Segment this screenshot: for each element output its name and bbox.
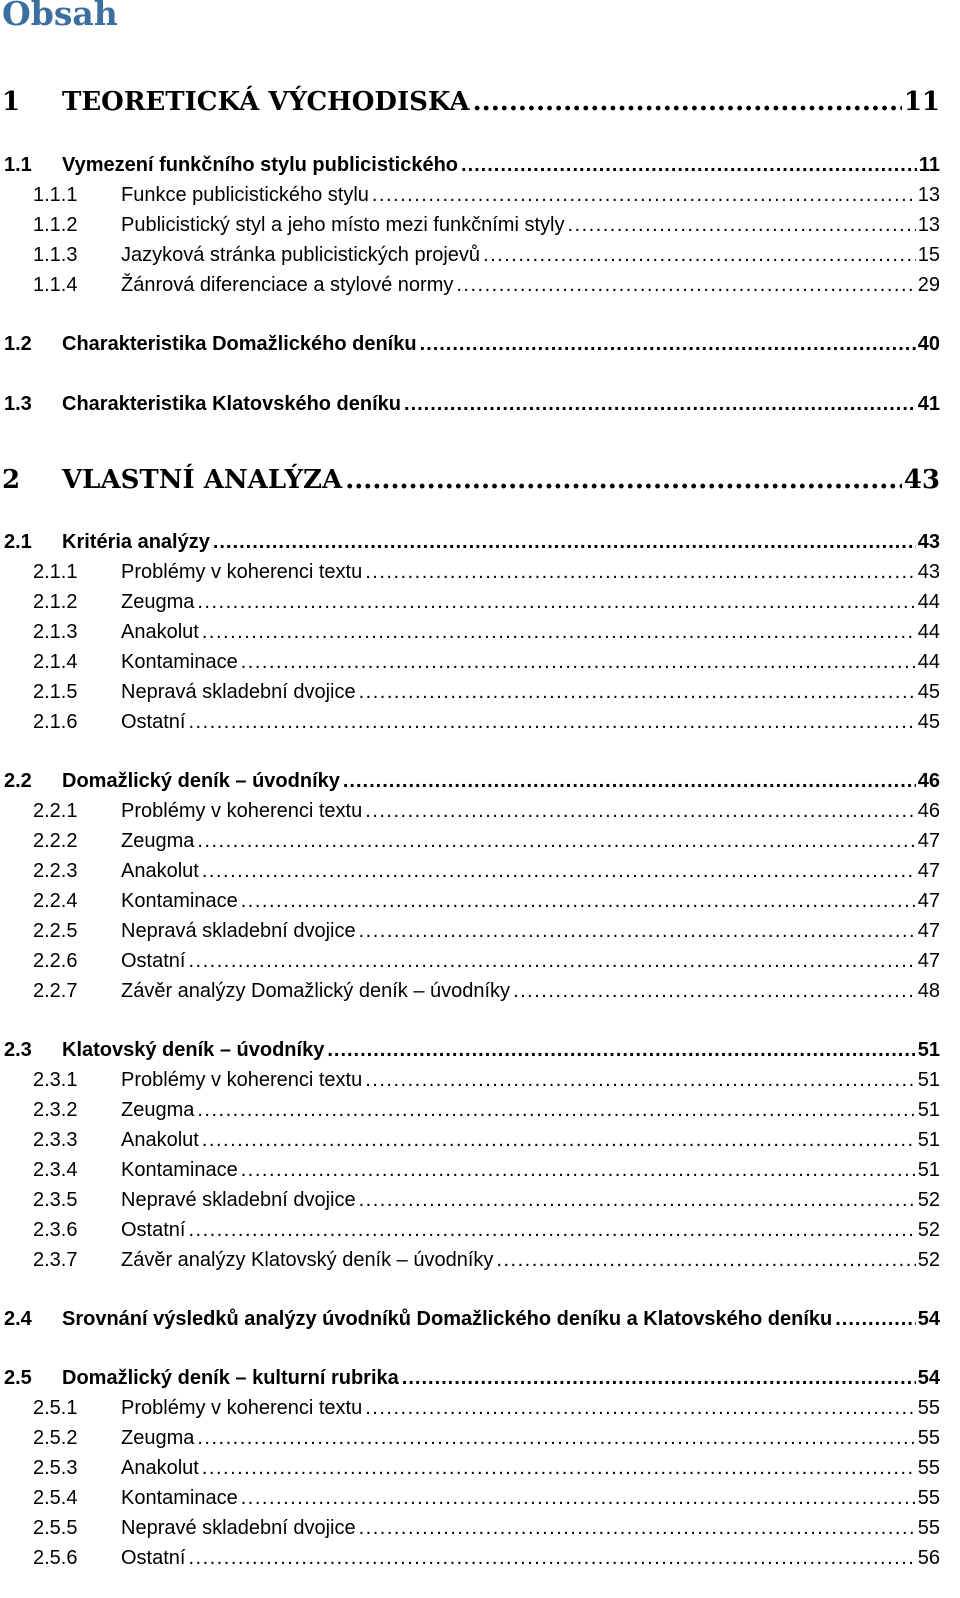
toc-entry-page-number: 13 xyxy=(917,184,940,206)
toc-entry[interactable] xyxy=(0,1245,940,1275)
toc-entry-page-number: 54 xyxy=(917,1308,940,1330)
toc-entry[interactable] xyxy=(0,329,940,359)
toc-entry-number: 1.1.2 xyxy=(33,214,78,236)
toc-dot-leader xyxy=(365,796,916,826)
toc-entry[interactable] xyxy=(0,389,940,419)
toc-entry-number: 2.3.3 xyxy=(33,1129,78,1151)
toc-dot-leader xyxy=(327,1035,915,1065)
toc-entry-title: Zeugma xyxy=(121,1099,195,1121)
toc-entry-title: Závěr analýzy Domažlický deník – úvodníky xyxy=(121,980,511,1002)
toc-entry-title: Charakteristika Klatovského deníku xyxy=(62,393,402,415)
toc-entry[interactable] xyxy=(0,150,940,180)
toc-entry-number: 2.2.1 xyxy=(33,800,78,822)
toc-entry-number: 2.1.2 xyxy=(33,591,78,613)
toc-entry-number: 2.5 xyxy=(4,1367,32,1389)
toc-entry-page-number: 43 xyxy=(917,531,940,553)
toc-entry-page-number: 52 xyxy=(917,1189,940,1211)
toc-dot-leader xyxy=(461,150,917,180)
toc-entry-title: Kritéria analýzy xyxy=(62,531,210,553)
toc-dot-leader xyxy=(197,1423,915,1453)
toc-dot-leader xyxy=(359,916,916,946)
toc-entry-number: 2.3.5 xyxy=(33,1189,78,1211)
toc-entry-number: 1.2 xyxy=(4,333,32,355)
toc-entry-page-number: 55 xyxy=(917,1427,940,1449)
toc-entry-number: 2.3.1 xyxy=(33,1069,78,1091)
toc-entry-number: 2.5.6 xyxy=(33,1547,78,1569)
toc-entry-page-number: 11 xyxy=(918,154,940,176)
toc-dot-leader xyxy=(241,647,916,677)
toc-dot-leader xyxy=(456,270,915,300)
toc-entry-title: Zeugma xyxy=(121,830,195,852)
toc-entry-number: 2.2 xyxy=(4,770,32,792)
toc-entry-page-number: 55 xyxy=(917,1397,940,1419)
toc-entry-number: 2.2.6 xyxy=(33,950,78,972)
toc-entry-page-number: 51 xyxy=(917,1159,940,1181)
toc-entry[interactable] xyxy=(0,677,940,707)
toc-entry[interactable] xyxy=(0,1304,940,1334)
toc-entry-page-number: 56 xyxy=(917,1547,940,1569)
toc-dot-leader xyxy=(202,617,916,647)
toc-dot-leader xyxy=(241,1155,916,1185)
toc-entry-title: Charakteristika Domažlického deníku xyxy=(62,333,417,355)
toc-entry[interactable] xyxy=(0,856,940,886)
toc-entry-title: Závěr analýzy Klatovský deník – úvodníky xyxy=(121,1249,494,1271)
toc-entry-number: 2.2.4 xyxy=(33,890,78,912)
toc-entry-number: 2.2.5 xyxy=(33,920,78,942)
toc-entry[interactable] xyxy=(0,976,940,1006)
toc-dot-leader xyxy=(188,946,915,976)
toc-entry-number: 2.3.2 xyxy=(33,1099,78,1121)
toc-entry-page-number: 45 xyxy=(917,681,940,703)
toc-entry[interactable] xyxy=(0,1095,940,1125)
toc-entry-title: Publicistický styl a jeho místo mezi funkčními styly xyxy=(121,214,565,236)
toc-entry-page-number: 55 xyxy=(917,1517,940,1539)
toc-entry-page-number: 46 xyxy=(917,770,940,792)
toc-entry[interactable] xyxy=(0,886,940,916)
toc-entry-page-number: 29 xyxy=(917,274,940,296)
toc-entry-number: 2.5.1 xyxy=(33,1397,78,1419)
toc-entry-number: 2.3.4 xyxy=(33,1159,78,1181)
toc-entry-title: Anakolut xyxy=(121,1129,199,1151)
toc-entry-page-number: 47 xyxy=(917,920,940,942)
toc-entry-number: 2.1.3 xyxy=(33,621,78,643)
toc-entry[interactable] xyxy=(0,1125,940,1155)
toc-entry-number: 2.4 xyxy=(4,1308,32,1330)
toc-entry-page-number: 11 xyxy=(903,87,940,117)
toc-entry[interactable] xyxy=(0,527,940,557)
toc-entry-title: Kontaminace xyxy=(121,1487,238,1509)
page-title: Obsah xyxy=(2,0,118,33)
toc-entry-number: 2.1 xyxy=(4,531,32,553)
toc-entry-title: Ostatní xyxy=(121,1547,186,1569)
toc-dot-leader xyxy=(473,83,902,121)
toc-entry[interactable] xyxy=(0,1393,940,1423)
toc-entry-page-number: 43 xyxy=(903,465,940,495)
toc-entry-page-number: 13 xyxy=(917,214,940,236)
toc-dot-leader xyxy=(197,1095,915,1125)
toc-entry-title: Domažlický deník – kulturní rubrika xyxy=(62,1367,399,1389)
toc-entry[interactable] xyxy=(0,240,940,270)
toc-dot-leader xyxy=(213,527,916,557)
toc-dot-leader xyxy=(496,1245,915,1275)
toc-dot-leader xyxy=(513,976,916,1006)
toc-entry[interactable] xyxy=(0,210,940,240)
toc-entry-title: Vymezení funkčního stylu publicistického xyxy=(62,154,459,176)
toc-entry-page-number: 51 xyxy=(917,1129,940,1151)
toc-entry[interactable] xyxy=(0,1035,940,1065)
toc-entry-page-number: 51 xyxy=(917,1069,940,1091)
toc-entry-title: Domažlický deník – úvodníky xyxy=(62,770,340,792)
toc-entry-page-number: 41 xyxy=(917,393,940,415)
toc-entry[interactable] xyxy=(0,1185,940,1215)
toc-entry[interactable] xyxy=(0,587,940,617)
toc-entry-title: Problémy v koherenci textu xyxy=(121,561,363,583)
toc-entry-page-number: 46 xyxy=(917,800,940,822)
toc-entry[interactable] xyxy=(0,1215,940,1245)
toc-entry[interactable] xyxy=(0,1363,940,1393)
toc-entry-page-number: 55 xyxy=(917,1457,940,1479)
toc-dot-leader xyxy=(365,1393,916,1423)
toc-entry-number: 2.3 xyxy=(4,1039,32,1061)
toc-entry-title: Nepravé skladební dvojice xyxy=(121,1189,356,1211)
toc-entry-page-number: 52 xyxy=(917,1219,940,1241)
toc-dot-leader xyxy=(188,1543,915,1573)
toc-entry-title: Kontaminace xyxy=(121,1159,238,1181)
toc-entry[interactable] xyxy=(0,461,940,499)
toc-dot-leader xyxy=(202,856,916,886)
toc-entry-title: Žánrová diferenciace a stylové normy xyxy=(121,274,454,296)
toc-entry-title: Jazyková stránka publicistických projevů xyxy=(121,244,481,266)
toc-entry-number: 2.5.3 xyxy=(33,1457,78,1479)
toc-dot-leader xyxy=(420,329,916,359)
toc-entry-title: Nepravé skladební dvojice xyxy=(121,1517,356,1539)
toc-dot-leader xyxy=(359,677,916,707)
toc-entry[interactable] xyxy=(0,707,940,737)
toc-entry[interactable] xyxy=(0,557,940,587)
toc-dot-leader xyxy=(567,210,915,240)
toc-entry-title: Ostatní xyxy=(121,1219,186,1241)
toc-entry-title: TEORETICKÁ VÝCHODISKA xyxy=(62,87,470,117)
toc-entry[interactable] xyxy=(0,1543,940,1573)
toc-entry-page-number: 44 xyxy=(917,591,940,613)
toc-entry-title: Zeugma xyxy=(121,591,195,613)
toc-entry-title: VLASTNÍ ANALÝZA xyxy=(62,465,343,495)
toc-entry-title: Ostatní xyxy=(121,950,186,972)
toc-dot-leader xyxy=(402,1363,916,1393)
toc-entry-number: 1.1.4 xyxy=(33,274,78,296)
toc-entry[interactable] xyxy=(0,1423,940,1453)
toc-entry-title: Anakolut xyxy=(121,860,199,882)
toc-entry-page-number: 40 xyxy=(917,333,940,355)
toc-entry-page-number: 45 xyxy=(917,711,940,733)
toc-dot-leader xyxy=(835,1304,916,1334)
toc-entry[interactable] xyxy=(0,1065,940,1095)
toc-dot-leader xyxy=(202,1125,916,1155)
toc-entry-page-number: 48 xyxy=(917,980,940,1002)
toc-entry-page-number: 47 xyxy=(917,830,940,852)
toc-entry[interactable] xyxy=(0,916,940,946)
toc-entry-title: Anakolut xyxy=(121,1457,199,1479)
toc-entry-number: 2.3.7 xyxy=(33,1249,78,1271)
toc-entry[interactable] xyxy=(0,647,940,677)
toc-entry-number: 2.1.4 xyxy=(33,651,78,673)
toc-entry-title: Zeugma xyxy=(121,1427,195,1449)
toc-entry-number: 1.1.1 xyxy=(33,184,78,206)
toc-entry-title: Ostatní xyxy=(121,711,186,733)
toc-entry[interactable] xyxy=(0,1513,940,1543)
toc-dot-leader xyxy=(359,1185,916,1215)
toc-dot-leader xyxy=(365,1065,916,1095)
toc-dot-leader xyxy=(343,766,916,796)
toc-entry-page-number: 55 xyxy=(917,1487,940,1509)
toc-entry-title: Kontaminace xyxy=(121,890,238,912)
toc-entry-page-number: 52 xyxy=(917,1249,940,1271)
toc-entry-number: 2.2.2 xyxy=(33,830,78,852)
toc-entry-page-number: 44 xyxy=(917,621,940,643)
toc-entry-title: Klatovský deník – úvodníky xyxy=(62,1039,325,1061)
toc-entry-number: 1.3 xyxy=(4,393,32,415)
toc-entry-page-number: 15 xyxy=(917,244,940,266)
toc-dot-leader xyxy=(197,587,915,617)
toc-entry-number: 2.1.6 xyxy=(33,711,78,733)
toc-entry[interactable] xyxy=(0,83,940,121)
toc-entry-number: 1.1 xyxy=(4,154,32,176)
toc-entry[interactable] xyxy=(0,617,940,647)
toc-entry[interactable] xyxy=(0,180,940,210)
toc-entry-page-number: 47 xyxy=(917,860,940,882)
toc-entry-title: Problémy v koherenci textu xyxy=(121,1397,363,1419)
toc-entry-number: 2.5.5 xyxy=(33,1517,78,1539)
toc-dot-leader xyxy=(404,389,916,419)
toc-entry-page-number: 43 xyxy=(917,561,940,583)
toc-entry-number: 2.1.5 xyxy=(33,681,78,703)
toc-entry-page-number: 47 xyxy=(917,950,940,972)
toc-dot-leader xyxy=(202,1453,916,1483)
toc-entry[interactable] xyxy=(0,766,940,796)
toc-entry[interactable] xyxy=(0,946,940,976)
toc-entry-title: Nepravá skladební dvojice xyxy=(121,920,356,942)
toc-entry-number: 2.1.1 xyxy=(33,561,78,583)
toc-dot-leader xyxy=(345,461,902,499)
toc-dot-leader xyxy=(372,180,916,210)
toc-entry[interactable] xyxy=(0,826,940,856)
toc-entry-page-number: 51 xyxy=(917,1039,940,1061)
toc-entry-title: Nepravá skladební dvojice xyxy=(121,681,356,703)
toc-entry-title: Problémy v koherenci textu xyxy=(121,1069,363,1091)
toc-entry-title: Srovnání výsledků analýzy úvodníků Domažlického deníku a Klatovského deníku xyxy=(62,1308,833,1330)
toc-entry-number: 2 xyxy=(2,465,21,495)
toc-entry[interactable] xyxy=(0,1155,940,1185)
toc-dot-leader xyxy=(365,557,916,587)
toc-entry-page-number: 44 xyxy=(917,651,940,673)
toc-dot-leader xyxy=(359,1513,916,1543)
toc-entry-number: 2.2.7 xyxy=(33,980,78,1002)
toc-entry-number: 2.3.6 xyxy=(33,1219,78,1241)
toc-dot-leader xyxy=(188,707,915,737)
toc-entry-page-number: 47 xyxy=(917,890,940,912)
toc-entry-title: Anakolut xyxy=(121,621,199,643)
toc-entry[interactable] xyxy=(0,796,940,826)
toc-entry-number: 2.5.4 xyxy=(33,1487,78,1509)
toc-entry-number: 1.1.3 xyxy=(33,244,78,266)
toc-dot-leader xyxy=(188,1215,915,1245)
toc-entry-page-number: 54 xyxy=(917,1367,940,1389)
toc-entry-number: 2.5.2 xyxy=(33,1427,78,1449)
toc-entry-title: Funkce publicistického stylu xyxy=(121,184,369,206)
toc-dot-leader xyxy=(241,1483,916,1513)
toc-entry[interactable] xyxy=(0,270,940,300)
toc-entry[interactable] xyxy=(0,1453,940,1483)
toc-entry-page-number: 51 xyxy=(917,1099,940,1121)
toc-dot-leader xyxy=(483,240,916,270)
toc-dot-leader xyxy=(241,886,916,916)
toc-entry-title: Kontaminace xyxy=(121,651,238,673)
toc-entry-title: Problémy v koherenci textu xyxy=(121,800,363,822)
toc-dot-leader xyxy=(197,826,915,856)
toc-entry[interactable] xyxy=(0,1483,940,1513)
toc-entry-number: 1 xyxy=(2,87,21,117)
toc-entry-number: 2.2.3 xyxy=(33,860,78,882)
